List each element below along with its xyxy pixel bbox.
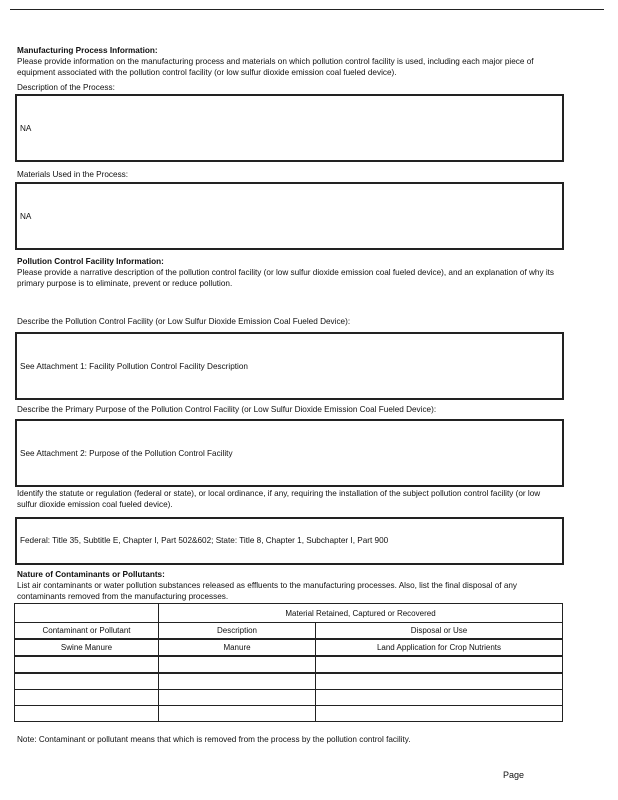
describe-field[interactable] [15,332,564,400]
cell-description[interactable] [159,706,316,722]
purpose-label: Describe the Primary Purpose of the Pollution Control Facility (or Low Sulfur Dioxide Emission Coal Fueled Device): [17,405,437,414]
cell-disposal[interactable] [316,690,563,706]
cell-contaminant[interactable] [15,673,159,690]
cell-contaminant[interactable] [15,690,159,706]
cell-contaminant[interactable] [15,706,159,722]
contaminants-table [14,603,563,722]
materials-label: Materials Used in the Process: [17,170,129,179]
table-row [15,673,563,690]
col-description-header: Description [159,623,316,640]
table-row [15,706,563,722]
page-label: Page [503,770,525,780]
describe-value: See Attachment 1: Facility Pollution Control Facility Description [20,362,248,371]
process-label: Description of the Process: [17,83,115,92]
contaminants-intro: List air contaminants or water pollution substances released as effluents to the manufacturing processes. Also, list the final disposal of any contaminants removed from the manufacturing processes. [17,581,518,601]
group-header: Material Retained, Captured or Recovered [159,604,563,623]
cell-disposal[interactable] [316,673,563,690]
manufacturing-intro: Please provide information on the manufacturing process and materials on which pollution control facility is used, including each major piece of equipment associated with the pollution control facility (or low sulfur dioxide emission coal fueled device). [17,57,534,77]
process-field[interactable] [15,94,564,162]
cell-contaminant[interactable]: Swine Manure [15,639,159,656]
cell-description[interactable]: Manure [159,639,316,656]
manufacturing-heading: Manufacturing Process Information: [17,46,158,55]
col-contaminant-header: Contaminant or Pollutant [15,623,159,640]
table-row [15,639,563,656]
cell-disposal[interactable] [316,656,563,673]
cell-description[interactable] [159,690,316,706]
contaminants-heading: Nature of Contaminants or Pollutants: [17,570,165,579]
statute-value: Federal: Title 35, Subtitle E, Chapter I, Part 502&602; State: Title 8, Chapter 1, Subchapter I, Part 900 [20,536,389,545]
materials-value: NA [20,212,32,221]
cell-description[interactable] [159,656,316,673]
cell-disposal[interactable] [316,706,563,722]
cell-disposal[interactable]: Land Application for Crop Nutrients [316,639,563,656]
statute-label: Identify the statute or regulation (federal or state), or local ordinance, if any, requiring the installation of the subject pollution control facility (or low sulfur dioxide emission coal fueled device). [17,489,541,509]
pcf-intro: Please provide a narrative description of the pollution control facility (or low sulfur dioxide emission coal fueled device), and an explanation of why its primary purpose is to eliminate, prevent or reduce pollution. [17,268,555,288]
col-disposal-header: Disposal or Use [316,623,563,640]
top-rule [10,9,604,10]
materials-field[interactable] [15,182,564,250]
cell-description[interactable] [159,673,316,690]
pcf-heading: Pollution Control Facility Information: [17,257,164,266]
purpose-field[interactable] [15,419,564,487]
table-row [15,656,563,673]
cell-contaminant[interactable] [15,656,159,673]
describe-label: Describe the Pollution Control Facility (or Low Sulfur Dioxide Emission Coal Fueled Device): [17,317,351,326]
purpose-value: See Attachment 2: Purpose of the Pollution Control Facility [20,449,233,458]
statute-field[interactable] [15,517,564,565]
process-value: NA [20,124,32,133]
table-row [15,690,563,706]
contaminants-note: Note: Contaminant or pollutant means that which is removed from the process by the pollution control facility. [17,735,411,744]
